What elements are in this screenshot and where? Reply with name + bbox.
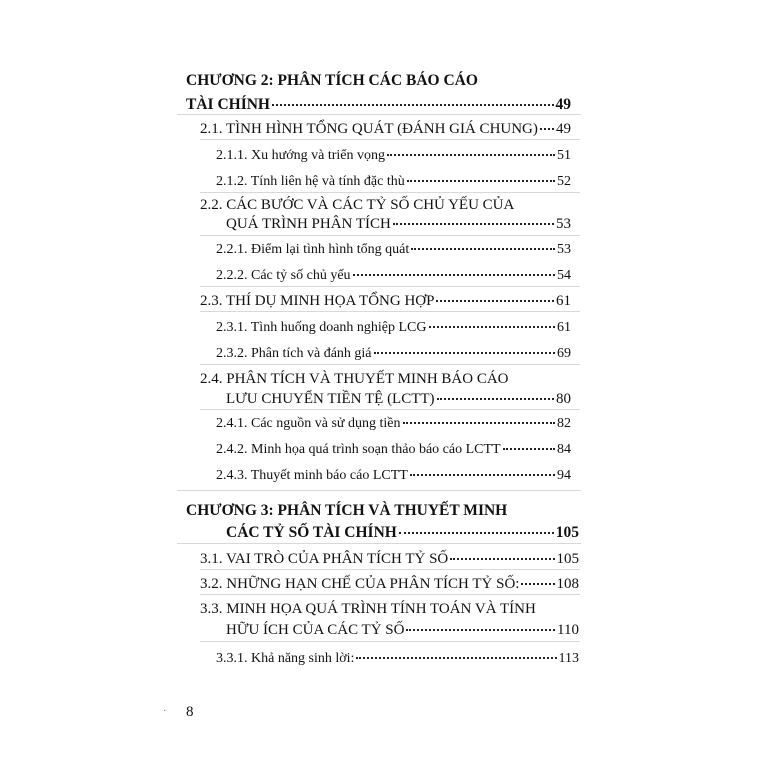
page-ref: 49: [555, 96, 571, 113]
chapter-2-entry[interactable]: [186, 97, 571, 113]
entry-title: 2.2. CÁC BƯỚC VÀ CÁC TỶ SỐ CHỦ YẾU CỦA: [200, 197, 515, 213]
entry-title: 2.3.2. Phân tích và đánh giá: [216, 346, 372, 361]
toc-entry-2-2-1[interactable]: [216, 243, 571, 257]
page-ref: 84: [557, 442, 571, 457]
page-ref: 80: [556, 391, 571, 407]
toc-entry-2-2-line-1: [200, 198, 514, 213]
page-number: 8: [186, 704, 194, 720]
divider: [200, 311, 580, 312]
page-ref: 94: [557, 468, 571, 483]
entry-title: 2.2.1. Điểm lại tình hình tổng quát: [216, 242, 410, 257]
page-ref: 49: [556, 121, 571, 137]
dot-leader: [407, 180, 555, 182]
entry-title: 2.3. THÍ DỤ MINH HỌA TỔNG HỢP: [200, 293, 435, 309]
chapter-2-title-line-1: [186, 73, 478, 89]
dot-leader: [410, 474, 555, 476]
toc-entry-2-3-2[interactable]: [216, 347, 571, 361]
entry-title: 2.4.1. Các nguồn và sử dụng tiền: [216, 416, 401, 431]
toc-entry-3-1[interactable]: [200, 552, 579, 567]
dot-leader: [429, 326, 555, 328]
entry-title: 2.3.1. Tình huống doanh nghiệp LCG: [216, 320, 427, 335]
toc-entry-2-1-1[interactable]: [216, 149, 571, 163]
toc-entry-2-1-2[interactable]: [216, 175, 571, 189]
page-ref: 54: [557, 268, 571, 283]
decorative-dot: ·: [163, 706, 167, 717]
dot-leader: [399, 532, 554, 534]
divider: [200, 641, 580, 642]
entry-title: 3.2. NHỮNG HẠN CHẾ CỦA PHÂN TÍCH TỶ SỐ:: [200, 576, 520, 592]
entry-title: 3.3.1. Khả năng sinh lời:: [216, 651, 355, 666]
page-ref: 113: [558, 651, 579, 666]
page-ref: 110: [557, 622, 579, 638]
entry-title-2: LƯU CHUYỂN TIỀN TỆ (LCTT): [226, 391, 435, 407]
toc-entry-2-2-2[interactable]: [216, 269, 571, 283]
dot-leader: [406, 629, 555, 631]
dot-leader: [387, 154, 555, 156]
divider: [177, 114, 581, 115]
divider: [200, 139, 580, 140]
dot-leader: [540, 128, 554, 130]
toc-entry-2-4-1[interactable]: [216, 417, 571, 431]
dot-leader: [503, 448, 555, 450]
page-ref: 108: [556, 576, 579, 592]
page-ref: 52: [557, 174, 571, 189]
page-ref: 53: [557, 242, 571, 257]
divider: [177, 543, 581, 544]
page-ref: 69: [557, 346, 571, 361]
toc-entry-3-3-1[interactable]: [216, 652, 579, 666]
toc-entry-2-3-1[interactable]: [216, 321, 571, 335]
entry-title: 3.3. MINH HỌA QUÁ TRÌNH TÍNH TOÁN VÀ TÍNH: [200, 601, 536, 617]
page-ref: 61: [557, 320, 571, 335]
toc-entry-3-2[interactable]: [200, 577, 579, 592]
toc-entry-3-3[interactable]: [226, 623, 579, 638]
chapter-3-title-text: CHƯƠNG 3: PHÂN TÍCH VÀ THUYẾT MINH: [186, 502, 508, 519]
toc-entry-3-3-line-1: [200, 602, 536, 617]
dot-leader: [356, 657, 556, 659]
page-ref: 53: [556, 216, 571, 232]
chapter-2-title-text: CHƯƠNG 2: PHÂN TÍCH CÁC BÁO CÁO: [186, 72, 478, 89]
entry-title: 2.1.1. Xu hướng và triển vọng: [216, 148, 385, 163]
entry-title: 2.2.2. Các tỷ số chủ yếu: [216, 268, 351, 283]
dot-leader: [403, 422, 555, 424]
toc-entry-2-2[interactable]: [226, 217, 571, 232]
entry-title-2: QUÁ TRÌNH PHÂN TÍCH: [226, 216, 391, 232]
entry-title: 2.1. TÌNH HÌNH TỔNG QUÁT (ĐÁNH GIÁ CHUNG): [200, 121, 538, 137]
dot-leader: [411, 248, 555, 250]
divider: [200, 409, 580, 410]
dot-leader: [374, 352, 555, 354]
toc-entry-2-4-line-1: [200, 372, 509, 387]
chapter-3-title-text-2: CÁC TỶ SỐ TÀI CHÍNH: [226, 524, 397, 541]
divider: [177, 490, 581, 491]
entry-title: 2.4.2. Minh họa quá trình soạn thảo báo cáo LCTT: [216, 442, 501, 457]
page-ref: 105: [555, 524, 579, 541]
dot-leader: [436, 300, 554, 302]
entry-title: 2.4. PHÂN TÍCH VÀ THUYẾT MINH BÁO CÁO: [200, 371, 509, 387]
dot-leader: [353, 274, 555, 276]
toc-entry-2-4-3[interactable]: [216, 469, 571, 483]
divider: [200, 286, 580, 287]
page-ref: 82: [557, 416, 571, 431]
entry-title: 2.4.3. Thuyết minh báo cáo LCTT: [216, 468, 408, 483]
divider: [200, 569, 580, 570]
toc-entry-2-4[interactable]: [226, 392, 571, 407]
entry-title: 3.1. VAI TRÒ CỦA PHÂN TÍCH TỶ SỐ: [200, 551, 449, 567]
dot-leader: [272, 104, 554, 106]
entry-title-2: HỮU ÍCH CỦA CÁC TỶ SỐ: [226, 622, 405, 638]
toc-entry-2-4-2[interactable]: [216, 443, 571, 457]
toc-entry-2-1[interactable]: [200, 122, 571, 137]
chapter-3-entry[interactable]: [226, 525, 579, 541]
dot-leader: [450, 558, 554, 560]
dot-leader: [393, 223, 554, 225]
page-ref: 61: [556, 293, 571, 309]
divider: [200, 594, 580, 595]
page-ref: 51: [557, 148, 571, 163]
toc-entry-2-3[interactable]: [200, 294, 571, 309]
chapter-3-title-line-1: [186, 503, 507, 519]
divider: [200, 364, 580, 365]
page-ref: 105: [556, 551, 579, 567]
divider: [200, 192, 580, 193]
dot-leader: [437, 398, 554, 400]
chapter-2-title-text-2: TÀI CHÍNH: [186, 96, 270, 113]
divider: [200, 235, 580, 236]
entry-title: 2.1.2. Tính liên hệ và tính đặc thù: [216, 174, 405, 189]
dot-leader: [521, 583, 554, 585]
